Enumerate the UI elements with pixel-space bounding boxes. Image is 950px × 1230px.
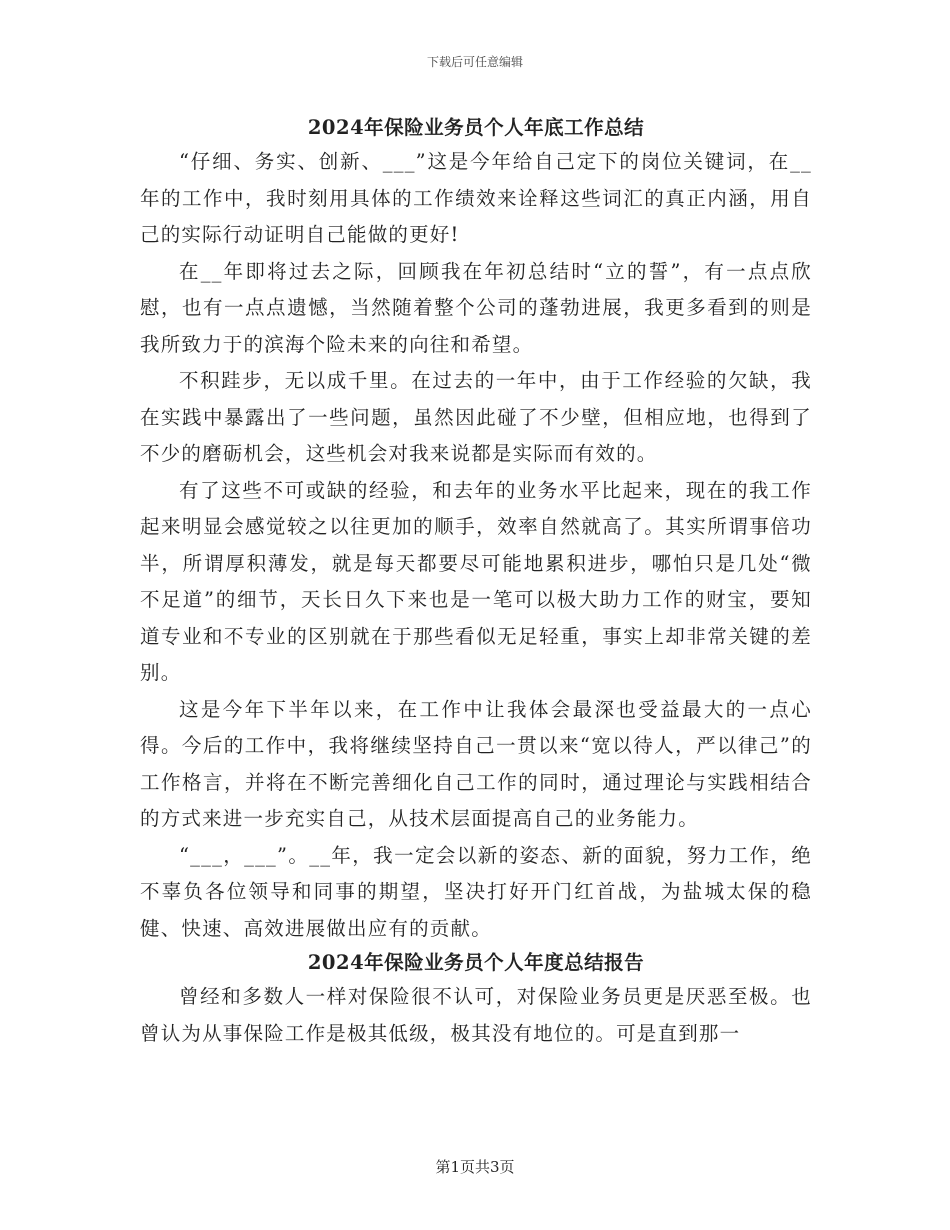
header-note: 下载后可任意编辑: [426, 55, 523, 69]
section1-title: 2024年保险业务员个人年底工作总结: [307, 116, 645, 139]
section2-paragraph-1: 曾经和多数人一样对保险很不认可，对保险业务员更是厌恶至极。也曾认为从事保险工作是极其低级，极其没有地位的。可是直到那一: [140, 985, 812, 1045]
section1-paragraph-2: 在__年即将过去之际，回顾我在年初总结时“立的誓”，有一点点欣慰，也有一点点遗憾，当然随着整个公司的蓬勃进展，我更多看到的则是我所致力于的滨海个险未来的向往和希望。: [140, 259, 812, 356]
document-body: [140, 112, 812, 1052]
section1-paragraph-3: 不积跬步，无以成千里。在过去的一年中，由于工作经验的欠缺，我在实践中暴露出了一些问题，虽然因此碰了不少壁，但相应地，也得到了不少的磨砺机会，这些机会对我来说都是实际而有效的。: [140, 369, 812, 465]
section1-paragraph-4: 有了这些不可或缺的经验，和去年的业务水平比起来，现在的我工作起来明显会感觉较之以往更加的顺手，效率自然就高了。其实所谓事倍功半，所谓厚积薄发，就是每天都要尽可能地累积进步，哪怕只是几处“微不足道”的细节，天长日久下来也是一笔可以极大助力工作的财宝，要知道专业和不专业的区别就在于那些看似无足轻重，事实上却非常关键的差别。: [140, 478, 812, 684]
section2-title: 2024年保险业务员个人年度总结报告: [307, 951, 645, 974]
section1-paragraph-6: “___，___”。__年，我一定会以新的姿态、新的面貌，努力工作，绝不辜负各位领导和同事的期望，坚决打好开门红首战，为盐城太保的稳健、快速、高效进展做出应有的贡献。: [140, 843, 812, 940]
section1-paragraph-5: 这是今年下半年以来，在工作中让我体会最深也受益最大的一点心得。今后的工作中，我将继续坚持自己一贯以来“宽以待人，严以律己”的工作格言，并将在不断完善细化自己工作的同时，通过理论与实践相结合的方式来进一步充实自己，从技术层面提高自己的业务能力。: [140, 697, 812, 830]
page-footer: 第1页共3页: [435, 1158, 515, 1176]
section1-paragraph-1: “仔细、务实、创新、___”这是今年给自己定下的岗位关键词，在__年的工作中，我时刻用具体的工作绩效来诠释这些词汇的真正内涵，用自己的实际行动证明自己能做的更好!: [140, 150, 812, 246]
